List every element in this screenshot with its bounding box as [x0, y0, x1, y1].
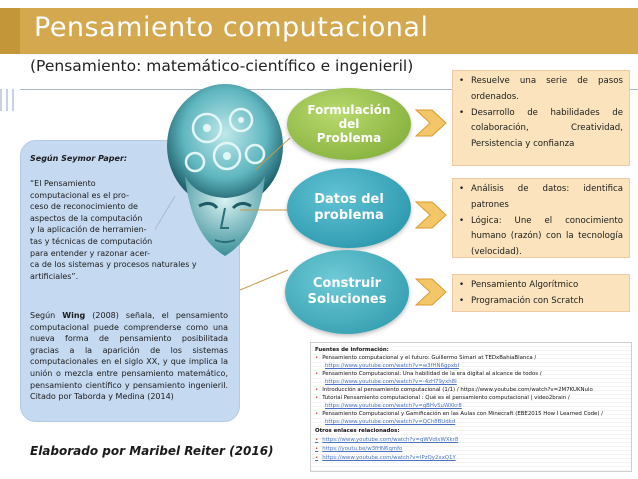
- list-item: • Pensamiento Algorítmico: [459, 278, 623, 294]
- quote-line: para entender y razonar acer-: [30, 248, 150, 258]
- list-item: • Análisis de datos: identifica patrones: [459, 182, 623, 214]
- wing-text: (2008) señala, el pensamiento computacional puede comprenderse como una nueva forma de pensamiento posibilitada gracias a la aparición de los sistemas computacionales en el siglo XX, y que implica la unión o mezcla entre pensamiento matemático, pensamiento científico y pensamiento ingenieril. Citado por Taborda y Medina (2014): [30, 311, 229, 402]
- circle-construir: [285, 250, 409, 334]
- definition-heading: Según Seymor Paper:: [30, 154, 128, 163]
- circle-label: Formulación: [307, 103, 391, 117]
- box-construir: [452, 274, 630, 312]
- list-item: • Lógica: Une el conocimiento humano (razón) con la tecnología (velocidad).: [459, 214, 623, 261]
- reference-item: • Tutorial Pensamiento computacional : Qué es el pensamiento computacional | video2brain /: [315, 395, 570, 402]
- list-item: • Programación con Scratch: [459, 294, 623, 310]
- related-heading: Otros enlaces relacionados:: [315, 428, 400, 434]
- box-formulacion: [452, 70, 630, 166]
- circle-formulacion: [287, 88, 411, 160]
- chevron-arrow-icon: [414, 108, 448, 138]
- box-datos: [452, 178, 630, 258]
- quote-line: ca de los sistemas y procesos naturales y: [30, 260, 197, 270]
- circle-label: Soluciones: [307, 292, 387, 307]
- related-link[interactable]: • https://www.youtube.com/watch?v=qWVdlxWXkr8: [315, 437, 458, 444]
- quote-line: computacional es el pro-: [30, 190, 129, 200]
- reference-item: • Pensamiento computacional y el futuro: Guillermo Simari at TEDxBahiaBlanca /: [315, 355, 536, 362]
- author-credit: Elaborado por Maribel Reiter (2016): [30, 444, 274, 458]
- decorative-grid: [0, 89, 18, 111]
- quote-line: ceso de reconocimiento de: [30, 202, 138, 212]
- wing-prefix: Según: [30, 311, 63, 320]
- title-accent: [0, 8, 20, 54]
- wing-paragraph: [30, 310, 228, 403]
- circle-label: del: [338, 117, 360, 131]
- chevron-arrow-icon: [414, 277, 448, 307]
- page-subtitle: (Pensamiento: matemático-científico e ingenieril): [30, 57, 414, 75]
- circle-label: Datos del: [314, 192, 384, 207]
- page-title: Pensamiento computacional: [34, 12, 429, 43]
- brain-head-illustration: [155, 76, 295, 266]
- quote-line: y la aplicación de herramien-: [30, 225, 147, 235]
- reference-item: • Pensamiento Computacional: Una habilidad de la era digital al alcance de todos /: [315, 371, 542, 378]
- chevron-arrow-icon: [414, 200, 448, 230]
- reference-link[interactable]: https://www.youtube.com/watch?v=QCh8BUdkd: [325, 419, 456, 425]
- reference-link[interactable]: https://www.youtube.com/watch?v=w3fHN6gpxbI: [325, 363, 460, 369]
- quote-line: artificiales”.: [30, 271, 79, 281]
- references-box: [310, 342, 632, 472]
- list-item: • Desarrollo de habilidades de colaboración, Creatividad, Persistencia y confianza: [459, 106, 623, 153]
- related-link[interactable]: • https://www.youtube.com/watch?v=lPzQy2xxQ1Y: [315, 455, 456, 462]
- reference-link[interactable]: https://www.youtube.com/watch?v=qBHv5uWXkr8: [325, 403, 462, 409]
- reference-link[interactable]: https://www.youtube.com/watch?v=-4zH79yxh8I: [325, 379, 457, 385]
- quote-line: aspectos de la computación: [30, 213, 143, 223]
- references-heading: Fuentes de información:: [315, 347, 389, 353]
- circle-datos: [287, 168, 411, 248]
- related-link[interactable]: • https://youtu.be/w3fHN6qmfo: [315, 446, 402, 453]
- quote-line: “El Pensamiento: [30, 179, 96, 188]
- circle-label: Construir: [312, 276, 382, 291]
- list-item: • Resuelve una serie de pasos ordenados.: [459, 74, 623, 106]
- quote-line: tas y técnicas de computación: [30, 236, 153, 246]
- reference-item: • Pensamiento Computacional y Gamificación en las Aulas con Minecraft (EBE2015 How I Learned Code) /: [315, 411, 603, 418]
- circle-label: problema: [314, 208, 384, 223]
- circle-label: Problema: [316, 131, 382, 145]
- wing-author: Wing: [62, 311, 86, 320]
- reference-item: • Introducción al pensamiento computacional (1/1) / https://www.youtube.com/watch?v=2M7KUKNulo: [315, 387, 593, 394]
